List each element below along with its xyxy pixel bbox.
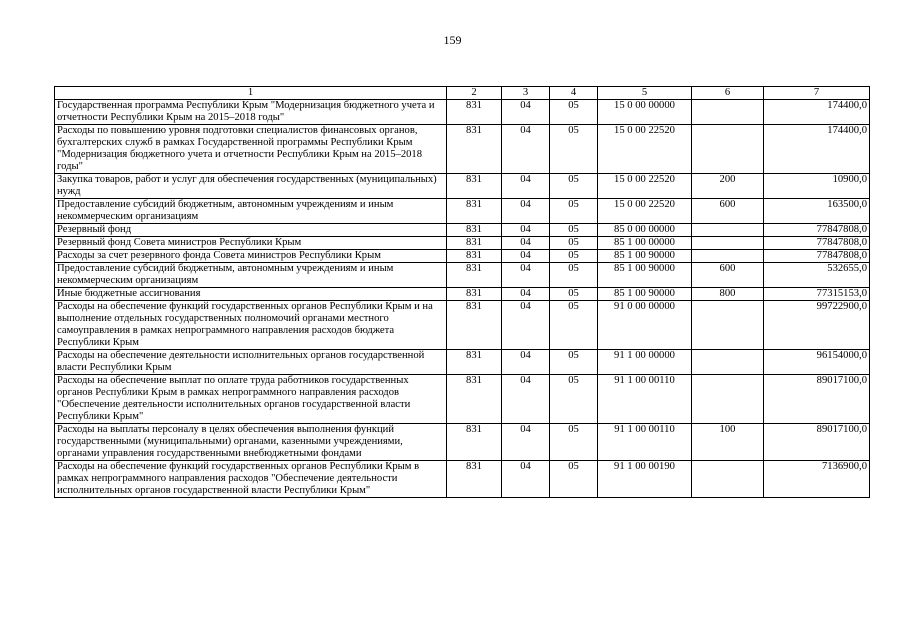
row-expense-type (692, 237, 764, 250)
row-section-code: 04 (502, 350, 550, 375)
row-grbs-code: 831 (447, 250, 502, 263)
row-description: Государственная программа Республики Крым "Модернизация бюджетного учета и отчетности Республики Крым на 2015–2018 годы" (55, 100, 447, 125)
row-description: Расходы по повышению уровня подготовки специалистов финансовых органов, бухгалтерских служб в рамках Государственной программы Республики Крым "Модернизация бюджетного учета и отчетности Республики Крым на 2015–2018 годы" (55, 125, 447, 174)
row-subsection-code: 05 (550, 125, 598, 174)
row-section-code: 04 (502, 250, 550, 263)
row-section-code: 04 (502, 461, 550, 498)
column-header: 5 (598, 87, 692, 100)
row-target-article: 15 0 00 22520 (598, 125, 692, 174)
row-amount: 7136900,0 (764, 461, 870, 498)
row-target-article: 91 1 00 00110 (598, 375, 692, 424)
row-subsection-code: 05 (550, 199, 598, 224)
row-amount: 77847808,0 (764, 250, 870, 263)
row-grbs-code: 831 (447, 224, 502, 237)
row-target-article: 85 1 00 90000 (598, 250, 692, 263)
row-section-code: 04 (502, 199, 550, 224)
row-amount: 163500,0 (764, 199, 870, 224)
table-row (55, 375, 870, 424)
row-subsection-code: 05 (550, 250, 598, 263)
table-row (55, 461, 870, 498)
column-header: 6 (692, 87, 764, 100)
row-description: Расходы на обеспечение выплат по оплате труда работников государственных органов Республики Крым в рамках непрограммного направления расходов "Обеспечение деятельности исполнительных органов государственной власти Республики Крым" (55, 375, 447, 424)
row-expense-type (692, 461, 764, 498)
row-grbs-code: 831 (447, 350, 502, 375)
row-target-article: 85 0 00 00000 (598, 224, 692, 237)
row-grbs-code: 831 (447, 288, 502, 301)
row-subsection-code: 05 (550, 263, 598, 288)
row-subsection-code: 05 (550, 288, 598, 301)
row-expense-type: 100 (692, 424, 764, 461)
row-grbs-code: 831 (447, 301, 502, 350)
table-row (55, 263, 870, 288)
row-expense-type (692, 250, 764, 263)
row-subsection-code: 05 (550, 424, 598, 461)
row-description: Закупка товаров, работ и услуг для обеспечения государственных (муниципальных) нужд (55, 174, 447, 199)
row-expense-type: 800 (692, 288, 764, 301)
row-description: Иные бюджетные ассигнования (55, 288, 447, 301)
row-expense-type (692, 350, 764, 375)
row-description: Расходы на обеспечение деятельности исполнительных органов государственной власти Республики Крым (55, 350, 447, 375)
row-description: Расходы на обеспечение функций государственных органов Республики Крым в рамках непрограммного направления расходов "Обеспечение деятельности исполнительных органов государственной власти Республики Крым" (55, 461, 447, 498)
table-row (55, 125, 870, 174)
row-description: Расходы на выплаты персоналу в целях обеспечения выполнения функций государственными (муниципальными) органами, казенными учреждениями, органами управления государственными внебюджетными фондами (55, 424, 447, 461)
row-target-article: 15 0 00 22520 (598, 174, 692, 199)
table-row (55, 424, 870, 461)
row-subsection-code: 05 (550, 237, 598, 250)
row-expense-type: 600 (692, 263, 764, 288)
row-section-code: 04 (502, 224, 550, 237)
row-expense-type (692, 375, 764, 424)
row-amount: 77315153,0 (764, 288, 870, 301)
table-body (55, 100, 870, 498)
row-target-article: 15 0 00 22520 (598, 199, 692, 224)
row-amount: 96154000,0 (764, 350, 870, 375)
row-target-article: 91 1 00 00110 (598, 424, 692, 461)
row-grbs-code: 831 (447, 237, 502, 250)
row-grbs-code: 831 (447, 174, 502, 199)
row-grbs-code: 831 (447, 424, 502, 461)
row-amount: 10900,0 (764, 174, 870, 199)
row-amount: 77847808,0 (764, 224, 870, 237)
row-description: Расходы на обеспечение функций государственных органов Республики Крым и на выполнение отдельных государственных полномочий органами местного самоуправления в рамках непрограммного направления расходов бюджета Республики Крым (55, 301, 447, 350)
row-grbs-code: 831 (447, 375, 502, 424)
row-grbs-code: 831 (447, 125, 502, 174)
table-row (55, 224, 870, 237)
row-expense-type: 200 (692, 174, 764, 199)
row-description: Предоставление субсидий бюджетным, автономным учреждениям и иным некоммерческим организациям (55, 199, 447, 224)
budget-table (54, 86, 870, 498)
row-expense-type (692, 100, 764, 125)
row-description: Резервный фонд (55, 224, 447, 237)
row-expense-type (692, 301, 764, 350)
row-grbs-code: 831 (447, 100, 502, 125)
row-subsection-code: 05 (550, 350, 598, 375)
row-grbs-code: 831 (447, 199, 502, 224)
row-section-code: 04 (502, 424, 550, 461)
row-description: Резервный фонд Совета министров Республики Крым (55, 237, 447, 250)
column-header: 2 (447, 87, 502, 100)
table-row (55, 199, 870, 224)
column-header: 3 (502, 87, 550, 100)
row-description: Расходы за счет резервного фонда Совета министров Республики Крым (55, 250, 447, 263)
row-amount: 174400,0 (764, 100, 870, 125)
table-row (55, 350, 870, 375)
row-target-article: 91 1 00 00190 (598, 461, 692, 498)
row-section-code: 04 (502, 263, 550, 288)
row-target-article: 85 1 00 00000 (598, 237, 692, 250)
row-target-article: 15 0 00 00000 (598, 100, 692, 125)
row-subsection-code: 05 (550, 461, 598, 498)
row-grbs-code: 831 (447, 263, 502, 288)
table-row (55, 250, 870, 263)
table-row (55, 301, 870, 350)
row-subsection-code: 05 (550, 375, 598, 424)
row-target-article: 85 1 00 90000 (598, 263, 692, 288)
table-row (55, 174, 870, 199)
row-target-article: 85 1 00 90000 (598, 288, 692, 301)
column-header: 1 (55, 87, 447, 100)
row-section-code: 04 (502, 375, 550, 424)
row-target-article: 91 1 00 00000 (598, 350, 692, 375)
column-header: 7 (764, 87, 870, 100)
row-section-code: 04 (502, 288, 550, 301)
row-subsection-code: 05 (550, 301, 598, 350)
row-amount: 174400,0 (764, 125, 870, 174)
row-subsection-code: 05 (550, 174, 598, 199)
row-target-article: 91 0 00 00000 (598, 301, 692, 350)
row-expense-type: 600 (692, 199, 764, 224)
row-amount: 77847808,0 (764, 237, 870, 250)
row-amount: 89017100,0 (764, 424, 870, 461)
row-description: Предоставление субсидий бюджетным, автономным учреждениям и иным некоммерческим организациям (55, 263, 447, 288)
row-subsection-code: 05 (550, 224, 598, 237)
header-row (55, 87, 870, 100)
row-subsection-code: 05 (550, 100, 598, 125)
table-row (55, 237, 870, 250)
row-section-code: 04 (502, 174, 550, 199)
row-section-code: 04 (502, 125, 550, 174)
row-grbs-code: 831 (447, 461, 502, 498)
row-amount: 89017100,0 (764, 375, 870, 424)
table-row (55, 288, 870, 301)
page-number: 159 (443, 33, 462, 47)
row-section-code: 04 (502, 100, 550, 125)
row-expense-type (692, 125, 764, 174)
row-section-code: 04 (502, 237, 550, 250)
row-amount: 99722900,0 (764, 301, 870, 350)
column-header: 4 (550, 87, 598, 100)
row-expense-type (692, 224, 764, 237)
table-row (55, 100, 870, 125)
row-amount: 532655,0 (764, 263, 870, 288)
row-section-code: 04 (502, 301, 550, 350)
